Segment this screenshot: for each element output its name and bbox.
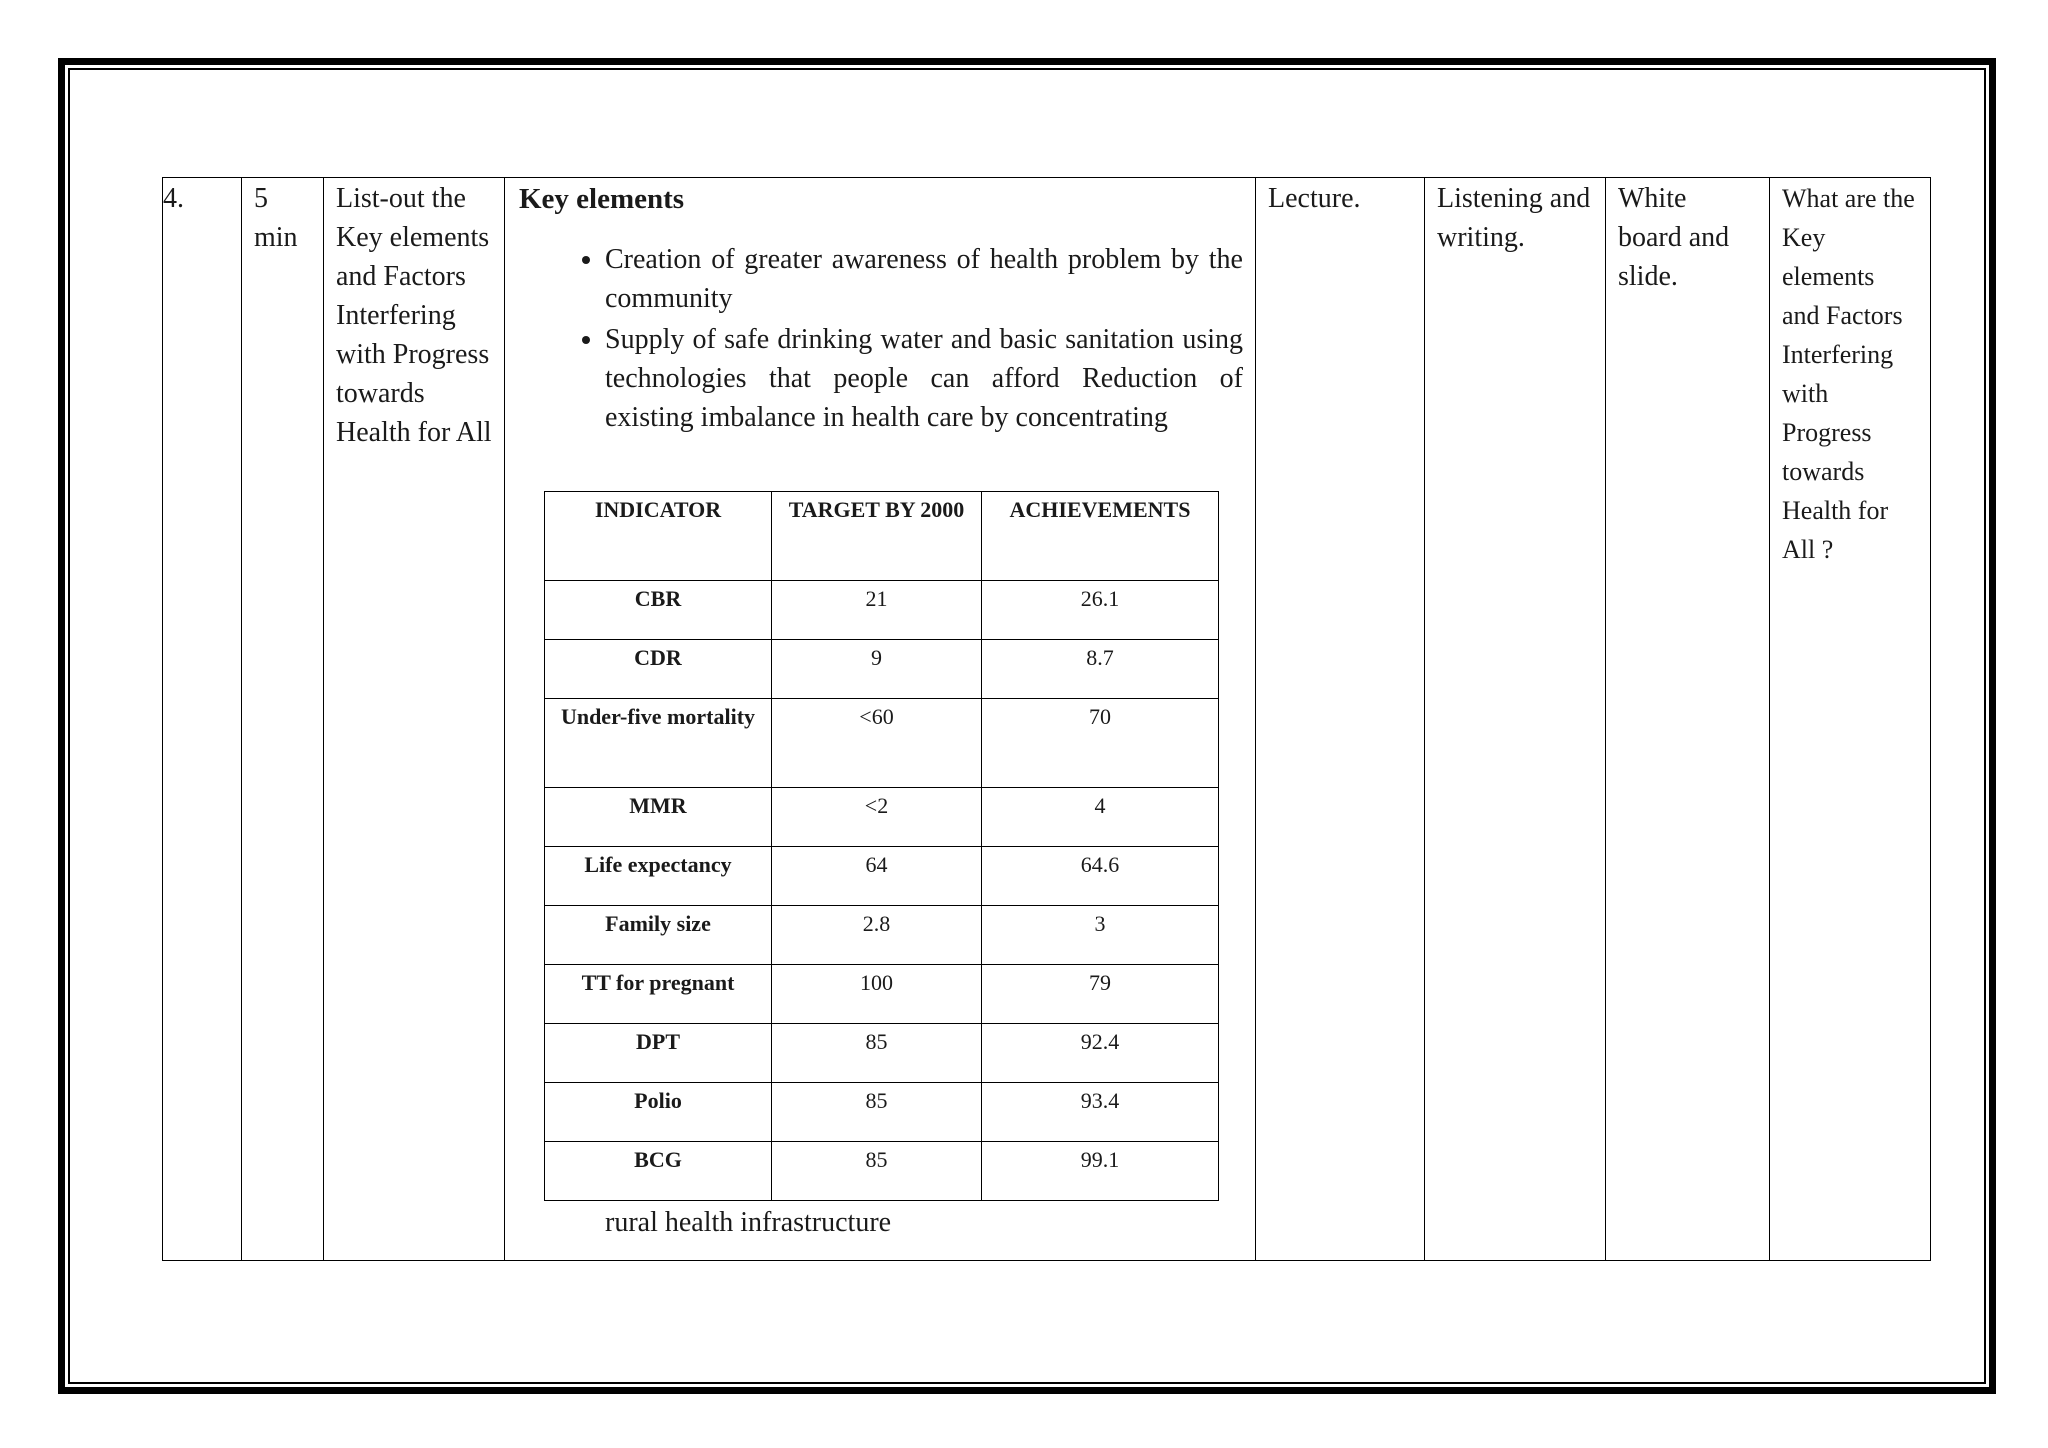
achievement-value: 3: [982, 906, 1219, 965]
indicator-name: Life expectancy: [545, 847, 772, 906]
time-cell: [242, 178, 324, 1261]
achievement-value: 70: [982, 699, 1219, 788]
achievement-value: 99.1: [982, 1142, 1219, 1201]
av-aids: White board and slide.: [1618, 183, 1730, 292]
table-row: [545, 1083, 1219, 1142]
target-value: 85: [772, 1083, 982, 1142]
indicator-name: MMR: [545, 788, 772, 847]
objective: List-out the Key elements and Factors Interfering with Progress towards Health for All: [336, 183, 492, 448]
serial-number: 4.: [163, 183, 184, 214]
indicator-name: Polio: [545, 1083, 772, 1142]
content-heading: Key elements: [519, 183, 685, 215]
list-item: • Creation of greater awareness of health problem by the community: [605, 240, 1243, 318]
table-row: [545, 1024, 1219, 1083]
indicator-header-row: [545, 492, 1219, 581]
target-value: <2: [772, 788, 982, 847]
target-value: 85: [772, 1142, 982, 1201]
achievement-value: 64.6: [982, 847, 1219, 906]
lesson-plan-row: [163, 178, 1931, 1261]
teaching-method: Lecture.: [1268, 183, 1361, 214]
target-value: 85: [772, 1024, 982, 1083]
achievement-value: 26.1: [982, 581, 1219, 640]
time: 5 min: [254, 183, 298, 253]
achievement-value: 79: [982, 965, 1219, 1024]
target-value: <60: [772, 699, 982, 788]
table-row: [545, 788, 1219, 847]
table-row: [545, 640, 1219, 699]
column-header: INDICATOR: [545, 492, 772, 581]
indicator-table: [544, 491, 1219, 1201]
list-item: • Supply of safe drinking water and basic sanitation using technologies that people can afford Reduction of existing imbalance in health care by concentrating: [605, 320, 1243, 437]
target-value: 9: [772, 640, 982, 699]
indicator-name: Family size: [545, 906, 772, 965]
achievement-value: 93.4: [982, 1083, 1219, 1142]
target-value: 2.8: [772, 906, 982, 965]
evaluation-cell: [1770, 178, 1931, 1261]
lesson-plan-table: [162, 177, 1931, 1261]
indicator-name: CBR: [545, 581, 772, 640]
indicator-name: CDR: [545, 640, 772, 699]
learning-activity-cell: [1425, 178, 1606, 1261]
achievement-value: 8.7: [982, 640, 1219, 699]
av-aids-cell: [1606, 178, 1770, 1261]
serial-number-cell: [163, 178, 242, 1261]
achievement-value: 92.4: [982, 1024, 1219, 1083]
column-header: ACHIEVEMENTS: [982, 492, 1219, 581]
bullet-continuation: rural health infrastructure: [605, 1207, 892, 1238]
achievement-value: 4: [982, 788, 1219, 847]
teaching-method-cell: [1256, 178, 1425, 1261]
key-elements-list: [505, 240, 1243, 437]
content-cell: [505, 178, 1256, 1261]
table-row: [545, 847, 1219, 906]
indicator-name: TT for pregnant: [545, 965, 772, 1024]
table-row: [545, 1142, 1219, 1201]
learning-activity: Listening and writing.: [1437, 183, 1591, 253]
table-row: [545, 906, 1219, 965]
table-row: [545, 699, 1219, 788]
table-row: [545, 581, 1219, 640]
target-value: 64: [772, 847, 982, 906]
target-value: 100: [772, 965, 982, 1024]
indicator-name: Under-five mortality: [545, 699, 772, 788]
table-row: [545, 965, 1219, 1024]
target-value: 21: [772, 581, 982, 640]
objective-cell: [324, 178, 505, 1261]
indicator-name: DPT: [545, 1024, 772, 1083]
column-header: TARGET BY 2000: [772, 492, 982, 581]
evaluation-question: What are the Key elements and Factors Interfering with Progress towards Health for All ?: [1782, 184, 1915, 564]
indicator-name: BCG: [545, 1142, 772, 1201]
